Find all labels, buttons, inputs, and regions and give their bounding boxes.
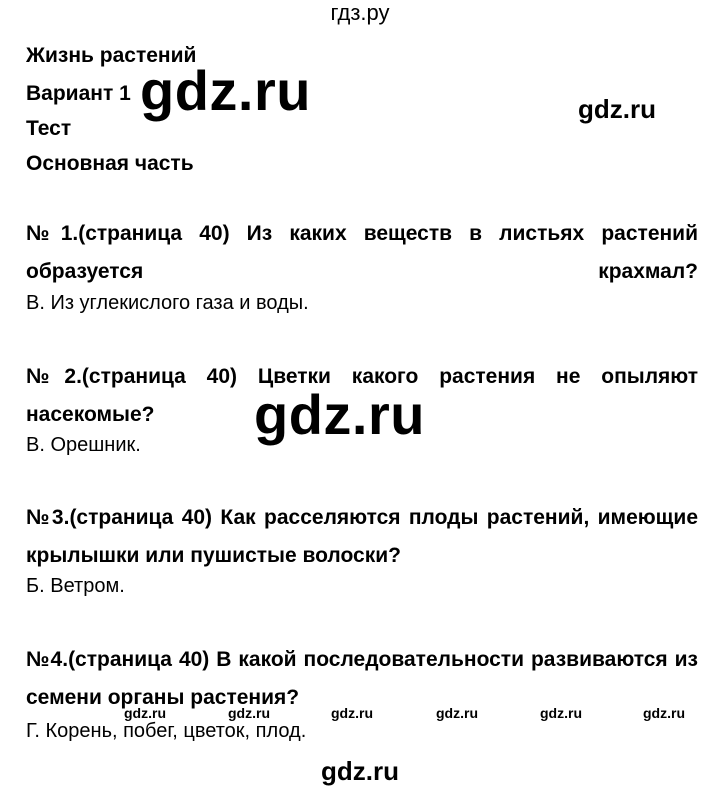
answer-4: Г. Корень, побег, цветок, плод. xyxy=(26,720,307,742)
watermark-strip-6: gdz.ru xyxy=(643,705,685,721)
watermark-logo-center: gdz.ru xyxy=(254,383,425,446)
question-4: №4.(страница 40) В какой последовательности развиваются из семени органы растения? xyxy=(26,648,698,709)
watermark-logo: gdz.ru xyxy=(140,59,311,122)
section-label: Основная часть xyxy=(26,152,194,175)
variant-label: Вариант 1 xyxy=(26,82,131,105)
watermark-strip-5: gdz.ru xyxy=(540,705,582,721)
watermark-strip-2: gdz.ru xyxy=(228,705,270,721)
watermark-strip-4: gdz.ru xyxy=(436,705,478,721)
answer-1: В. Из углекислого газа и воды. xyxy=(26,292,309,314)
test-label: Тест xyxy=(26,117,72,140)
answer-3: Б. Ветром. xyxy=(26,575,125,597)
question-1: №1.(страница 40) Из каких веществ в листьях растений образуется крахмал? xyxy=(26,222,698,283)
watermark-strip-3: gdz.ru xyxy=(331,705,373,721)
footer-watermark: gdz.ru xyxy=(321,756,399,786)
site-header: гдз.ру xyxy=(330,0,390,25)
answer-2: В. Орешник. xyxy=(26,434,141,456)
watermark-strip-1: gdz.ru xyxy=(124,705,166,721)
question-3: №3.(страница 40) Как расселяются плоды растений, имеющие крылышки или пушистые волоски? xyxy=(26,506,698,567)
subject-title: Жизнь растений xyxy=(26,44,197,67)
watermark-logo-small: gdz.ru xyxy=(578,94,656,124)
question-2: №2.(страница 40) Цветки какого растения не опыляют насекомые? xyxy=(26,365,698,426)
